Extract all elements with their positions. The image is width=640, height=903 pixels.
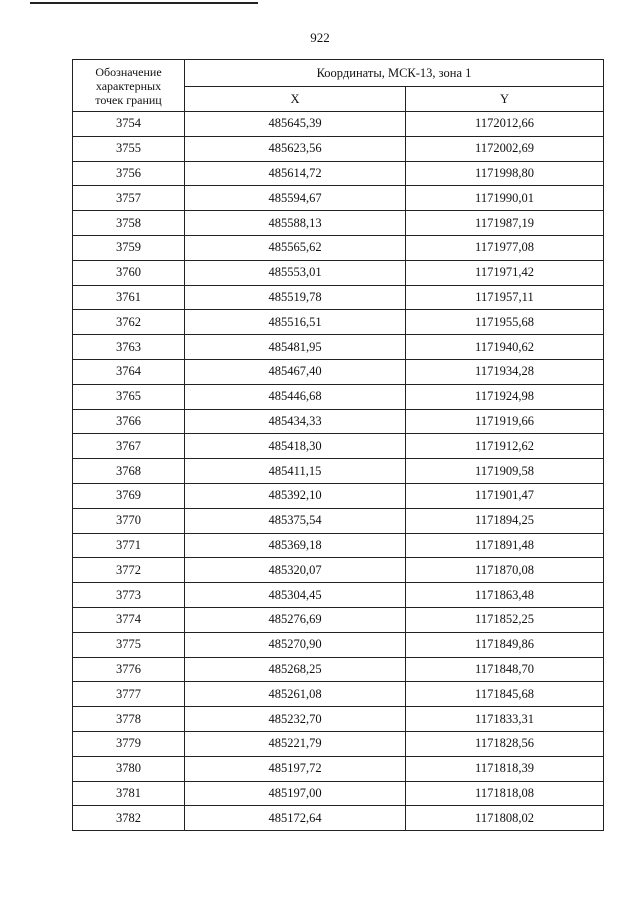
point-id-cell: 3762 [73,310,185,335]
x-coordinate-cell: 485519,78 [185,285,406,310]
point-id-cell: 3767 [73,434,185,459]
table-row [73,409,604,434]
coordinates-table [72,59,604,831]
y-coordinate-cell: 1171990,01 [406,186,604,211]
table-row [73,657,604,682]
table-row [73,211,604,236]
table-row [73,310,604,335]
table-row [73,384,604,409]
x-coordinate-cell: 485446,68 [185,384,406,409]
x-coordinate-cell: 485268,25 [185,657,406,682]
table-row [73,607,604,632]
y-coordinate-cell: 1171912,62 [406,434,604,459]
x-coordinate-cell: 485623,56 [185,136,406,161]
point-id-cell: 3756 [73,161,185,186]
y-coordinate-cell: 1172002,69 [406,136,604,161]
table-row [73,434,604,459]
x-coordinate-cell: 485434,33 [185,409,406,434]
x-coordinate-cell: 485481,95 [185,335,406,360]
point-header-line-3: точек границ [95,92,162,107]
y-coordinate-cell: 1171934,28 [406,359,604,384]
y-coordinate-cell: 1171845,68 [406,682,604,707]
x-coordinate-cell: 485516,51 [185,310,406,335]
point-id-cell: 3774 [73,607,185,632]
y-coordinate-cell: 1171863,48 [406,583,604,608]
point-id-cell: 3781 [73,781,185,806]
point-id-cell: 3759 [73,235,185,260]
y-coordinate-cell: 1171848,70 [406,657,604,682]
table-row [73,359,604,384]
point-id-cell: 3764 [73,359,185,384]
y-coordinate-cell: 1171909,58 [406,459,604,484]
table-row [73,136,604,161]
table-row [73,235,604,260]
point-id-cell: 3779 [73,731,185,756]
y-coordinate-cell: 1171828,56 [406,731,604,756]
y-coordinate-cell: 1171808,02 [406,806,604,831]
x-coordinate-cell: 485645,39 [185,112,406,137]
x-coordinate-cell: 485467,40 [185,359,406,384]
table-row [73,508,604,533]
table-row [73,731,604,756]
point-id-cell: 3761 [73,285,185,310]
point-id-cell: 3765 [73,384,185,409]
y-coordinate-cell: 1171940,62 [406,335,604,360]
table-row [73,161,604,186]
table-row [73,533,604,558]
table-row [73,558,604,583]
x-coordinate-cell: 485197,00 [185,781,406,806]
point-id-cell: 3768 [73,459,185,484]
y-coordinate-cell: 1171919,66 [406,409,604,434]
point-id-cell: 3777 [73,682,185,707]
y-coordinate-cell: 1171971,42 [406,260,604,285]
y-coordinate-cell: 1172012,66 [406,112,604,137]
x-coordinate-cell: 485588,13 [185,211,406,236]
x-coordinate-cell: 485172,64 [185,806,406,831]
point-id-cell: 3755 [73,136,185,161]
table-row [73,112,604,137]
x-coordinate-cell: 485232,70 [185,707,406,732]
table-row [73,756,604,781]
x-coordinate-cell: 485614,72 [185,161,406,186]
point-id-cell: 3780 [73,756,185,781]
y-coordinate-cell: 1171924,98 [406,384,604,409]
y-coordinate-cell: 1171977,08 [406,235,604,260]
point-id-cell: 3773 [73,583,185,608]
point-designation-header [73,60,185,112]
table-row [73,806,604,831]
table-row [73,632,604,657]
y-coordinate-cell: 1171818,08 [406,781,604,806]
table-row [73,682,604,707]
point-id-cell: 3771 [73,533,185,558]
x-coordinate-cell: 485369,18 [185,533,406,558]
x-coordinate-cell: 485276,69 [185,607,406,632]
y-coordinate-cell: 1171833,31 [406,707,604,732]
x-coordinate-cell: 485392,10 [185,483,406,508]
x-coordinate-cell: 485565,62 [185,235,406,260]
x-coordinate-cell: 485594,67 [185,186,406,211]
y-coordinate-cell: 1171987,19 [406,211,604,236]
point-id-cell: 3776 [73,657,185,682]
x-coordinate-cell: 485411,15 [185,459,406,484]
point-id-cell: 3754 [73,112,185,137]
table-row [73,483,604,508]
table-row [73,583,604,608]
table-row [73,335,604,360]
y-column-header: Y [406,87,604,112]
table-row [73,459,604,484]
table-row [73,285,604,310]
point-id-cell: 3772 [73,558,185,583]
coordinates-header: Координаты, МСК-13, зона 1 [185,60,604,87]
y-coordinate-cell: 1171852,25 [406,607,604,632]
x-coordinate-cell: 485270,90 [185,632,406,657]
table-row [73,186,604,211]
y-coordinate-cell: 1171891,48 [406,533,604,558]
y-coordinate-cell: 1171957,11 [406,285,604,310]
x-coordinate-cell: 485418,30 [185,434,406,459]
point-id-cell: 3778 [73,707,185,732]
point-header-line-1: Обозначение [95,64,162,79]
point-id-cell: 3775 [73,632,185,657]
x-coordinate-cell: 485553,01 [185,260,406,285]
y-coordinate-cell: 1171955,68 [406,310,604,335]
page-number: 922 [310,30,330,45]
x-coordinate-cell: 485320,07 [185,558,406,583]
point-id-cell: 3769 [73,483,185,508]
y-coordinate-cell: 1171849,86 [406,632,604,657]
table-body [73,112,604,831]
table-row [73,260,604,285]
x-coordinate-cell: 485261,08 [185,682,406,707]
point-header-line-2: характерных [95,78,162,93]
y-coordinate-cell: 1171901,47 [406,483,604,508]
point-id-cell: 3757 [73,186,185,211]
y-coordinate-cell: 1171894,25 [406,508,604,533]
x-coordinate-cell: 485304,45 [185,583,406,608]
top-rule [30,2,258,4]
table-row [73,781,604,806]
table-row [73,707,604,732]
x-column-header: X [185,87,406,112]
point-id-cell: 3770 [73,508,185,533]
point-id-cell: 3782 [73,806,185,831]
point-id-cell: 3766 [73,409,185,434]
x-coordinate-cell: 485375,54 [185,508,406,533]
y-coordinate-cell: 1171818,39 [406,756,604,781]
y-coordinate-cell: 1171998,80 [406,161,604,186]
point-id-cell: 3760 [73,260,185,285]
x-coordinate-cell: 485197,72 [185,756,406,781]
point-id-cell: 3758 [73,211,185,236]
x-coordinate-cell: 485221,79 [185,731,406,756]
point-id-cell: 3763 [73,335,185,360]
y-coordinate-cell: 1171870,08 [406,558,604,583]
